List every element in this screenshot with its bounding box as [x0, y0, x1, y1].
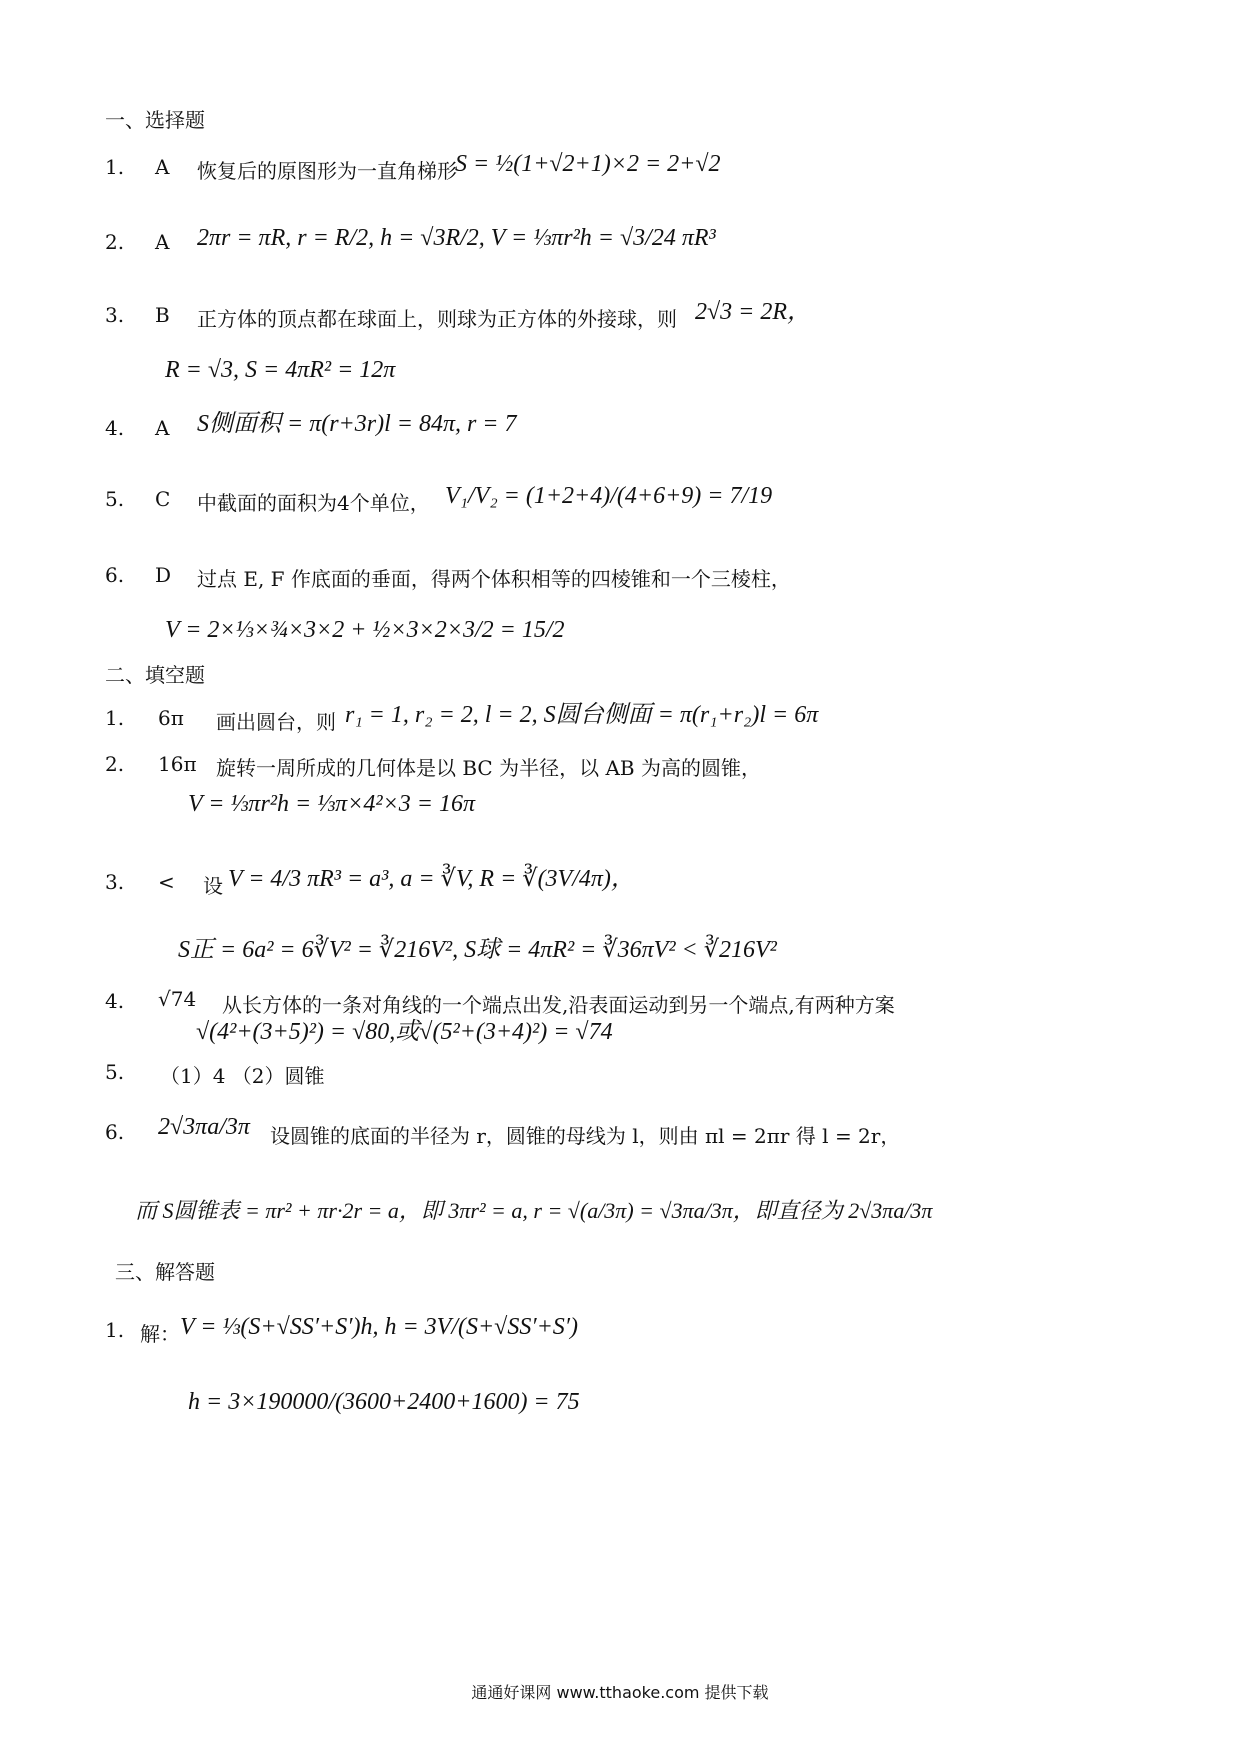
item-text: 解：	[140, 1322, 180, 1346]
item-answer: A	[155, 155, 170, 179]
section-heading-choice: 一、选择题	[105, 108, 205, 132]
item-answer: D	[155, 563, 172, 587]
item-math: S侧面积 = π(r+3r)l = 84π, r = 7	[197, 411, 517, 437]
item-text: 旋转一周所成的几何体是以 BC 为半径，以 AB 为高的圆锥，	[216, 756, 761, 780]
item-math-continued: √(4²+(3+5)²) = √80,或√(5²+(3+4)²) = √74	[196, 1019, 613, 1045]
item-math: V = 4/3 πR³ = a³, a = ∛V, R = ∛(3V/4π)，	[228, 866, 635, 892]
item-number: 4.	[105, 989, 125, 1013]
item-text: 设圆锥的底面的半径为 r，圆锥的母线为 l，则由 πl = 2πr 得 l = 2r，	[270, 1124, 901, 1148]
item-answer: A	[155, 230, 170, 254]
section-heading-fill: 二、填空题	[105, 663, 205, 687]
item-math-continued: R = √3, S = 4πR² = 12π	[165, 357, 396, 383]
item-math: V₁/V₂ = (1+2+4)/(4+6+9) = 7/19	[445, 483, 773, 509]
item-math-continued: 而 S圆锥表 = πr² + πr·2r = a，即 3πr² = a, r = √(a/3π) = √3πa/3π，即直径为 2√3πa/3π	[135, 1198, 933, 1223]
item-number: 3.	[105, 303, 125, 327]
item-math: 2πr = πR, r = R/2, h = √3R/2, V = ⅓πr²h = √3/24 πR³	[197, 225, 716, 251]
item-math: r₁ = 1, r₂ = 2, l = 2, S圆台侧面 = π(r₁+r₂)l = 6π	[345, 702, 819, 728]
item-text: 中截面的面积为4个单位，	[197, 491, 430, 515]
item-answer: 6π	[158, 706, 184, 730]
item-number: 6.	[105, 1120, 125, 1144]
item-number: 2.	[105, 752, 125, 776]
item-math-continued: h = 3×190000/(3600+2400+1600) = 75	[188, 1389, 580, 1415]
item-answer: 16π	[158, 752, 197, 776]
item-number: 6.	[105, 563, 125, 587]
item-answer: 2√3πa/3π	[158, 1114, 250, 1140]
item-number: 3.	[105, 870, 125, 894]
item-math: V = ⅓(S+√SS′+S′)h, h = 3V/(S+√SS′+S′)	[180, 1314, 579, 1340]
item-answer: B	[155, 303, 170, 327]
item-math-continued: V = 2×⅓×¾×3×2 + ½×3×2×3/2 = 15/2	[165, 617, 565, 643]
item-math-continued: V = ⅓πr²h = ⅓π×4²×3 = 16π	[188, 791, 476, 817]
item-number: 2.	[105, 230, 125, 254]
section-heading-solve: 三、解答题	[115, 1260, 215, 1284]
item-math-continued: S正 = 6a² = 6∛V² = ∛216V², S球 = 4πR² = ∛36πV² < ∛216V²	[178, 937, 777, 963]
page-footer: 通通好课网 www.tthaoke.com 提供下载	[471, 1683, 769, 1702]
item-text: 过点 E, F 作底面的垂面，得两个体积相等的四棱锥和一个三棱柱，	[197, 567, 791, 591]
item-number: 5.	[105, 1060, 125, 1084]
item-number: 1.	[105, 155, 125, 179]
item-number: 1.	[105, 706, 125, 730]
item-number: 4.	[105, 416, 125, 440]
item-number: 1.	[105, 1318, 125, 1342]
item-text: 恢复后的原图形为一直角梯形	[197, 159, 457, 183]
item-answer: （1）4 （2）圆锥	[160, 1064, 325, 1088]
item-text: 从长方体的一条对角线的一个端点出发,沿表面运动到另一个端点,有两种方案	[222, 993, 895, 1017]
item-answer: C	[155, 487, 171, 511]
item-math: 2√3 = 2R，	[695, 299, 812, 325]
item-math: S = ½(1+√2+1)×2 = 2+√2	[455, 151, 721, 177]
item-text: 画出圆台，则	[216, 710, 336, 734]
item-answer: A	[155, 416, 170, 440]
item-answer: √74	[158, 987, 197, 1011]
item-text: 正方体的顶点都在球面上，则球为正方体的外接球，则	[197, 307, 677, 331]
item-number: 5.	[105, 487, 125, 511]
item-answer: <	[158, 870, 175, 894]
item-text: 设	[203, 874, 223, 898]
